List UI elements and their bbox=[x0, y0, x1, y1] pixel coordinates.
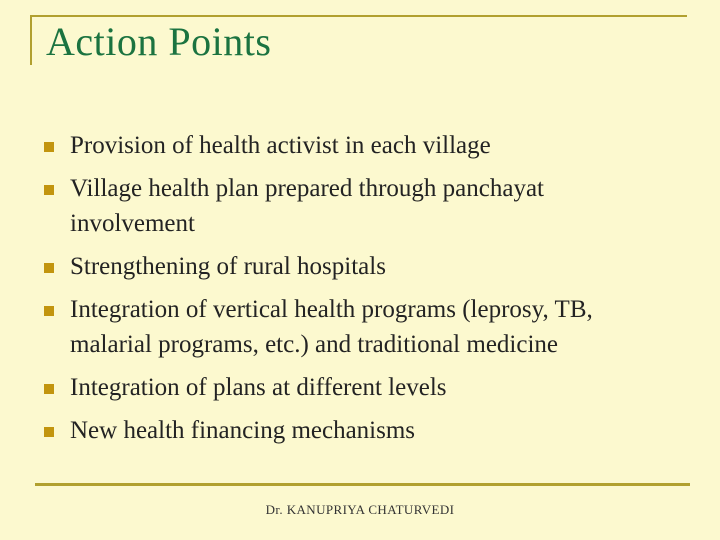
bullet-text bbox=[70, 171, 544, 241]
bullet-line: Village health plan prepared through panchayat bbox=[70, 175, 544, 202]
bullet-list bbox=[44, 128, 694, 456]
bullet-item bbox=[44, 370, 694, 405]
bullet-square-icon bbox=[44, 384, 54, 394]
bullet-square-icon bbox=[44, 263, 54, 273]
bullet-square-icon bbox=[44, 142, 54, 152]
slide-title: Action Points bbox=[46, 19, 272, 64]
footer-author: Dr. KANUPRIYA CHATURVEDI bbox=[265, 502, 455, 517]
bullet-square-icon bbox=[44, 427, 54, 437]
bullet-square-icon bbox=[44, 185, 54, 195]
bullet-text bbox=[70, 413, 415, 448]
bullet-item bbox=[44, 292, 694, 362]
bullet-item bbox=[44, 249, 694, 284]
bullet-text bbox=[70, 370, 447, 405]
bullet-item bbox=[44, 413, 694, 448]
bullet-line: involvement bbox=[70, 210, 195, 237]
bullet-line: Strengthening of rural hospitals bbox=[70, 253, 386, 280]
header-accent-line-vertical bbox=[30, 15, 32, 65]
bullet-text bbox=[70, 128, 491, 163]
bullet-line: Integration of plans at different levels bbox=[70, 374, 447, 401]
bullet-line: Integration of vertical health programs (leprosy, TB, bbox=[70, 296, 593, 323]
header-accent-line-horizontal bbox=[30, 15, 687, 17]
bullet-line: New health financing mechanisms bbox=[70, 417, 416, 444]
bullet-text bbox=[70, 249, 386, 284]
bullet-line: malarial programs, etc.) and traditional medicine bbox=[70, 331, 559, 358]
bullet-item bbox=[44, 171, 694, 241]
bullet-text bbox=[70, 292, 593, 362]
footer-divider-line bbox=[35, 483, 690, 486]
bullet-item bbox=[44, 128, 694, 163]
bullet-square-icon bbox=[44, 306, 54, 316]
bullet-line: Provision of health activist in each village bbox=[70, 132, 491, 159]
